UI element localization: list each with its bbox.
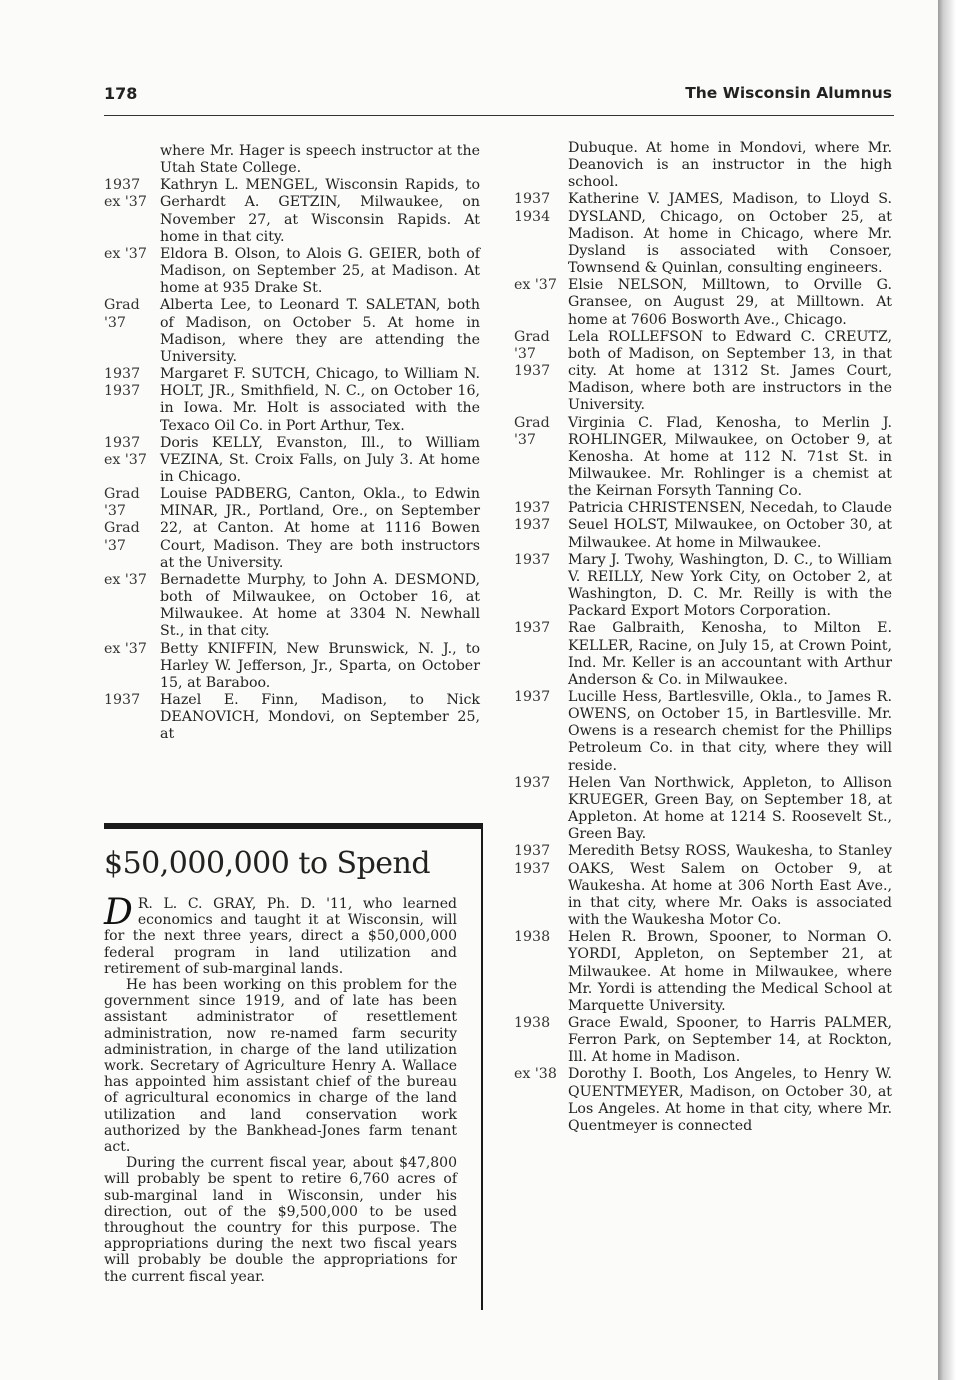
marriage-entry <box>514 620 892 689</box>
entry-text: Rae Galbraith, Kenosha, to Milton E. KELLER, Racine, on July 15, at Crown Point, Ind. Mr. Keller is an accountant with Arthur Anderson & Co. in Milwaukee. <box>568 620 892 688</box>
entry-text: Grace Ewald, Spooner, to Harris PALMER, Ferron Park, on September 14, at Rockton, Ill. At home in Madison. <box>568 1014 892 1066</box>
class-year-label: Grad '37 <box>104 297 140 331</box>
marriage-entry <box>514 415 892 501</box>
marriage-entry <box>514 689 892 775</box>
marriage-entry <box>104 641 480 692</box>
marriage-entry <box>104 366 480 435</box>
class-year-label: 1937 1934 <box>514 191 551 225</box>
class-year-label: 1937 ex '37 <box>104 177 147 211</box>
marriage-entry <box>514 775 892 844</box>
class-year-label: Grad '37 1937 <box>514 328 551 380</box>
marriage-entry <box>514 929 892 1015</box>
class-year-label: 1937 <box>514 620 551 637</box>
box-side-rule <box>481 823 483 1310</box>
header-rule <box>104 115 894 116</box>
box-headline: $50,000,000 to Spend <box>104 846 431 881</box>
class-year-label: 1937 <box>514 551 551 568</box>
class-year-label: 1938 <box>514 929 551 946</box>
box-paragraph: During the current fiscal year, about $47,800 will probably be spent to retire 6,760 acres of sub-marginal land in Wisconsin, under his direction, out of the $9,500,000 to be used throughout the country for this purpose. The appropriations during the next two fiscal years will probably be double the appropriations for the current fiscal year. <box>104 1155 457 1285</box>
class-year-label: ex '37 <box>104 640 147 657</box>
class-year-label: 1937 <box>514 774 551 791</box>
class-year-label: ex '38 <box>514 1066 557 1083</box>
marriage-entry <box>514 552 892 621</box>
class-year-label: 1937 1937 <box>514 500 551 534</box>
marriage-entry <box>104 572 480 641</box>
page-number: 178 <box>104 84 138 103</box>
class-year-label: ex '37 <box>104 245 147 262</box>
marriage-entry <box>514 1066 892 1135</box>
class-year-label: 1938 <box>514 1014 551 1031</box>
entry-text: Kathryn L. MENGEL, Wisconsin Rapids, to Gerhardt A. GETZIN, Milwaukee, on November 27, at Wisconsin Rapids. At home in that city. <box>160 177 480 245</box>
entry-text: Eldora B. Olson, to Alois G. GEIER, both of Madison, on September 25, at Madison. At home at 935 Drake St. <box>160 245 480 297</box>
class-year-label: Grad '37 <box>514 414 550 448</box>
marriage-entry <box>104 246 480 297</box>
class-year-label: 1937 1937 <box>104 366 141 400</box>
marriage-entry <box>514 843 892 929</box>
entry-text: Meredith Betsy ROSS, Waukesha, to Stanley OAKS, West Salem on October 9, at Waukesha. At home at 306 North East Ave., in that city, where Mr. Oaks is associated with the Waukesha Motor Co. <box>568 843 892 929</box>
box-article <box>104 892 457 1285</box>
entry-text: Helen Van Northwick, Appleton, to Allison KRUEGER, Green Bay, on September 18, at Appleton. At home at 1214 S. Roosevelt St., Green Bay. <box>568 774 892 843</box>
entry-text: Elsie NELSON, Milltown, to Orville G. Gransee, on August 29, at Milltown. At home at 7606 Bosworth Ave., Chicago. <box>568 277 892 328</box>
entry-text: Lela ROLLEFSON to Edward C. CREUTZ, both of Madison, on September 13, in that city. At home at 1312 St. James Court, Madison, where both are instructors in the University. <box>568 328 892 414</box>
marriage-entry <box>514 277 892 328</box>
entry-text: where Mr. Hager is speech instructor at the Utah State College. <box>160 143 480 177</box>
marriage-entry <box>104 692 480 743</box>
marriage-entry <box>514 140 892 191</box>
entry-text: Margaret F. SUTCH, Chicago, to William N. HOLT, JR., Smithfield, N. C., on October 16, in Iowa. Mr. Holt is associated with the Texaco Oil Co. in Port Arthur, Tex. <box>160 366 480 434</box>
page-header <box>104 84 892 114</box>
marriage-entry <box>514 329 892 415</box>
entry-text: Lucille Hess, Bartlesville, Okla., to James R. OWENS, on October 15, in Bartlesville. Mr. Owens is a research chemist for the Phillips Petroleum Co. in that city, where they will reside. <box>568 689 892 774</box>
marriage-entry <box>104 297 480 366</box>
drop-cap: D <box>104 892 133 933</box>
entry-text: Doris KELLY, Evanston, Ill., to William VEZINA, St. Croix Falls, on July 3. At home in Chicago. <box>160 434 480 485</box>
scan-edge <box>938 0 956 1380</box>
marriage-entry <box>104 143 480 177</box>
entry-text: Virginia C. Flad, Kenosha, to Merlin J. ROHLINGER, Milwaukee, on October 9, at Kenosha. At home at 112 N. 71st St. in Milwaukee. Mr. Rohlinger is a chemist at the Keirnan Forsyth Tanning Co. <box>568 414 892 500</box>
box-paragraph <box>104 892 457 977</box>
entry-text: Dubuque. At home in Mondovi, where Mr. Deanovich is an instructor in the high school. <box>568 140 892 191</box>
class-year-label: 1937 <box>104 692 141 708</box>
class-year-label: ex '37 <box>104 571 147 588</box>
marriage-entry <box>104 486 480 572</box>
entry-text: Betty KNIFFIN, New Brunswick, N. J., to Harley W. Jefferson, Jr., Sparta, on October 15, at Baraboo. <box>160 640 480 691</box>
entry-text: Helen R. Brown, Spooner, to Norman O. YORDI, Appleton, on September 21, at Milwaukee. At home in Milwaukee, where Mr. Yordi is attending the Medical School at Marquette University. <box>568 929 892 1014</box>
marriage-entry <box>514 500 892 551</box>
class-year-label: ex '37 <box>514 277 557 294</box>
entry-text: Alberta Lee, to Leonard T. SALETAN, both of Madison, on October 5. At home in Madison, where they are attending the University. <box>160 297 480 365</box>
marriage-entry <box>514 1015 892 1066</box>
entry-text: Hazel E. Finn, Madison, to Nick DEANOVICH, Mondovi, on September 25, at <box>160 692 480 743</box>
class-year-label: 1937 ex '37 <box>104 434 147 468</box>
entry-text: Louise PADBERG, Canton, Okla., to Edwin MINAR, JR., Portland, Ore., on September 22, at Canton. At home at 1116 Bowen Court, Madison. They are both instructors at the University. <box>160 486 480 571</box>
marriage-entry <box>104 435 480 486</box>
class-year-label: 1937 1937 <box>514 843 551 877</box>
entry-text: Patricia CHRISTENSEN, Necedah, to Claude Seuel HOLST, Milwaukee, on October 30, at Milwaukee. At home in Milwaukee. <box>568 500 892 551</box>
entry-text: Mary J. Twohy, Washington, D. C., to William V. REILLY, New York City, on October 2, at Washington, D. C. Mr. Reilly is with the Packard Export Motors Corporation. <box>568 551 892 620</box>
entry-text: Katherine V. JAMES, Madison, to Lloyd S. DYSLAND, Chicago, on October 25, at Madison. At home in Chicago, where Mr. Dysland is associated with Consoer, Townsend & Quinlan, consulting engineers. <box>568 191 892 277</box>
magazine-title: The Wisconsin Alumnus <box>685 84 892 102</box>
entry-text: Dorothy I. Booth, Los Angeles, to Henry W. QUENTMEYER, Madison, on October 30, at Los Angeles. At home in that city, where Mr. Quentmeyer is connected <box>568 1066 892 1134</box>
box-paragraph: He has been working on this problem for the government since 1919, and of late has been assistant administrator of resettlement administration, now re-named farm security administration, in charge of the land utilization work. Secretary of Agriculture Henry A. Wallace has appointed him assistant chief of the bureau of agricultural economics in charge of the land utilization and land conservation work authorized by the Bankhead-Jones farm tenant act. <box>104 977 457 1156</box>
right-column <box>514 140 892 1135</box>
marriage-entry <box>104 177 480 246</box>
marriage-entry <box>514 191 892 277</box>
class-year-label: 1937 <box>514 689 551 705</box>
class-year-label: Grad '37 Grad '37 <box>104 486 140 554</box>
box-paragraph-text: R. L. C. GRAY, Ph. D. '11, who learned economics and taught it at Wisconsin, will for the next three years, direct a $50,000,000 federal program in land utilization and retirement of sub-marginal lands. <box>104 896 457 977</box>
left-column <box>104 143 480 743</box>
box-top-rule <box>104 823 481 829</box>
entry-text: Bernadette Murphy, to John A. DESMOND, both of Milwaukee, on October 16, at Milwaukee. At home at 3304 N. Newhall St., in that city. <box>160 571 480 640</box>
